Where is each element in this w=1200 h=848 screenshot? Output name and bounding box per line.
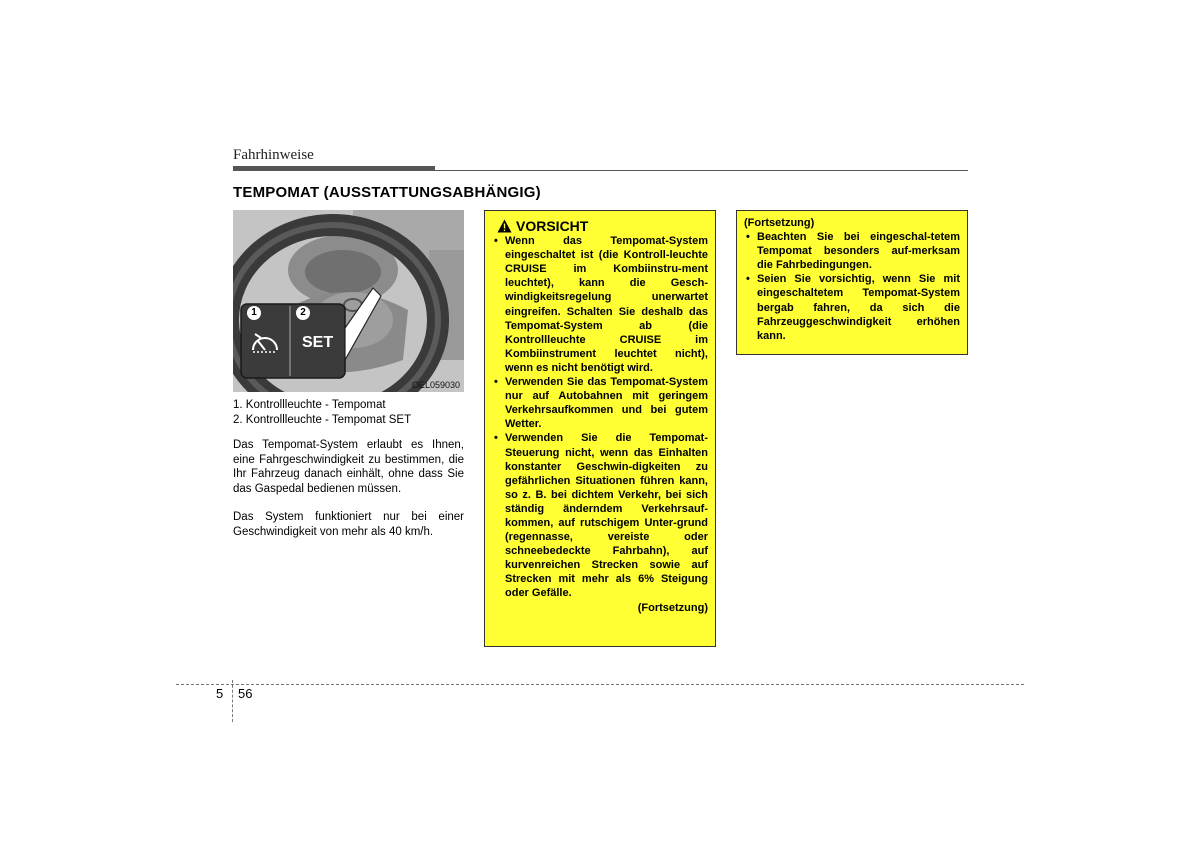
warning-triangle-icon bbox=[497, 219, 512, 233]
callout-2-marker: 2 bbox=[296, 306, 310, 320]
caution-title: VORSICHT bbox=[516, 218, 589, 234]
caution-continued: (Fortsetzung) bbox=[637, 601, 708, 614]
list-item: • Wenn das Tempomat-System eingeschaltet ist (die Kontroll-leuchte CRUISE im Kombiinstru-ment leuchtet), kann die Gesch-windigkeitsregelung unerwartet eingreifen. Schalten Sie deshalb das Tempomat-System ab (die Kontrollleuchte CRUISE im Kombiinstrument leuchtet nicht), wenn es nicht benötigt wird. bbox=[492, 234, 708, 375]
caution-heading bbox=[497, 219, 708, 233]
section-title: TEMPOMAT (AUSSTATTUNGSABHÄNGIG) bbox=[233, 184, 541, 201]
list-item: • Seien Sie vorsichtig, wenn Sie mit eingeschaltetem Tempomat-System bergab fahren, da sich die Fahrzeuggeschwindigkeit erhöhen kann. bbox=[744, 272, 960, 342]
page-header-title: Fahrhinweise bbox=[233, 147, 314, 163]
footer-rule bbox=[176, 684, 1024, 685]
callout-1-marker: 1 bbox=[247, 306, 261, 320]
list-item: • Verwenden Sie die Tempomat-Steuerung nicht, wenn das Einhalten konstanter Geschwin-digkeiten zu gefährlichen Situationen führen kann, so z. B. bei dichtem Verkehr, bei sich ständig änderndem Verkehrsauf-kommen, auf rutschigem Unter-grund (regennasse, vereiste oder schneebedeckte Fahrbahn), auf kurvenreichen Strecken sowie auf Strecken mit mehr als 6% Steigung oder Gefälle. bbox=[492, 431, 708, 600]
figure-code: OEL059030 bbox=[411, 380, 460, 390]
body-paragraph: Das System funktioniert nur bei einer Geschwindigkeit von mehr als 40 km/h. bbox=[233, 511, 464, 538]
list-item: • Beachten Sie bei eingeschal-tetem Tempomat besonders auf-merksam die Fahrbedingungen. bbox=[744, 230, 960, 272]
caption-item: 2. Kontrollleuchte - Tempomat SET bbox=[233, 414, 412, 426]
body-paragraph: Das Tempomat-System erlaubt es Ihnen, eine Fahrgeschwindigkeit zu bestimmen, die Ihr Fahrzeug danach einhält, ohne dass Sie das Gaspedal bedienen müssen. bbox=[233, 439, 464, 495]
continuation-box bbox=[736, 210, 968, 355]
continuation-list bbox=[744, 230, 960, 343]
header-bar bbox=[233, 166, 435, 171]
page-number: 56 bbox=[238, 686, 253, 701]
steering-wheel-figure bbox=[233, 210, 464, 392]
figure-captions bbox=[233, 398, 411, 428]
steering-wheel-illustration bbox=[233, 210, 464, 392]
header-rule bbox=[435, 170, 968, 171]
chapter-number: 5 bbox=[216, 686, 224, 701]
caption-item: 1. Kontrollleuchte - Tempomat bbox=[233, 399, 386, 411]
caution-box bbox=[484, 210, 716, 647]
footer-divider bbox=[232, 680, 233, 722]
list-item: • Verwenden Sie das Tempomat-System nur auf Autobahnen mit geringem Verkehrsaufkommen und bei gutem Wetter. bbox=[492, 375, 708, 431]
continuation-heading: (Fortsetzung) bbox=[744, 217, 815, 229]
set-indicator-label: SET bbox=[302, 334, 334, 351]
caution-list bbox=[492, 234, 708, 600]
